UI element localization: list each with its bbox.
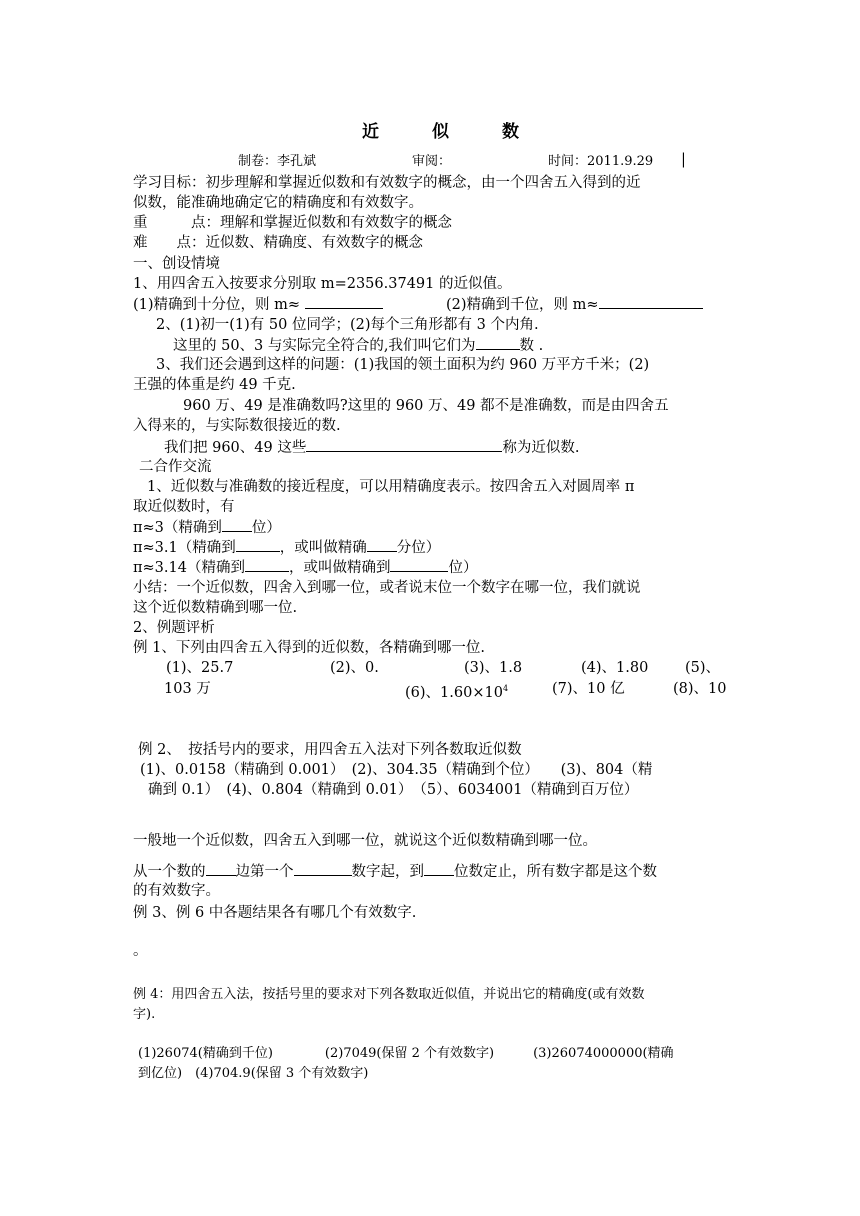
ex1-item-2: (2)、0.: [330, 660, 379, 676]
q2-line2-a: 这里的 50、3 与实际完全符合的,我们叫它们为: [173, 338, 476, 354]
ex1-item-4: (4)、1.80: [581, 660, 649, 676]
pi-3-c: 位）: [448, 560, 478, 576]
ex4-items-line2: 到亿位) (4)704.9(保留 3 个有效数字): [138, 1066, 369, 1081]
ex2-line1: (1)、0.0158（精确到 0.001） (2)、304.35（精确到个位） (3)、804（精: [140, 762, 653, 778]
pi-1: [133, 517, 281, 538]
ex1-item-3: (3)、1.8: [464, 660, 523, 676]
q1-b: [446, 294, 703, 315]
pi-2-c: 分位）: [396, 540, 441, 556]
blank: [222, 517, 252, 532]
blank: [424, 861, 454, 876]
ex1-title: 例 1、下列由四舍五入得到的近似数，各精确到哪一位.: [133, 640, 485, 656]
ex4-line1: 例 4：用四舍五入法，按括号里的要求对下列各数取近似值，并说出它的精确度(或有效数: [133, 987, 645, 1002]
blank: [599, 294, 703, 309]
pi-1-b: 位）: [251, 520, 281, 536]
q3-line4: 入得来的，与实际数很接近的数.: [133, 418, 341, 434]
difficulty: 难 点：近似数、精确度、有效数字的概念: [133, 235, 423, 251]
pi-3-b: ，或叫做精确到: [288, 560, 391, 576]
pi-2-a: π≈3.1（精确到: [133, 540, 236, 556]
ex3: 例 3、例 6 中各题结果各有哪几个有效数字.: [133, 905, 417, 921]
pi-2: [133, 537, 440, 558]
q2-line2: [173, 335, 543, 356]
general-rule: 一般地一个近似数，四舍五入到哪一位，就说这个近似数精确到哪一位。: [133, 833, 597, 849]
dot: 。: [133, 943, 148, 959]
q3-line3: 960 万、49 是准确数吗?这里的 960 万、49 都不是准确数，而是由四舍五: [183, 398, 669, 414]
blank: [294, 861, 352, 876]
ex2-line2: 确到 0.1） (4)、0.804（精确到 0.01） （5）、6034001（精确到百万位）: [148, 782, 639, 798]
blank: [476, 335, 520, 350]
blank: [367, 537, 397, 552]
q2-line2-b: 数 .: [519, 338, 544, 354]
blank: [306, 437, 502, 452]
q1-b-text: (2)精确到千位，则 m≈: [446, 297, 599, 313]
p1-line2: 取近似数时，有: [133, 499, 235, 515]
sig-line1: [133, 861, 657, 882]
pi-3-a: π≈3.14（精确到: [133, 560, 245, 576]
summary-line1: 小结：一个近似数，四舍入到哪一位，或者说末位一个数字在哪一位，我们就说: [133, 580, 641, 596]
reviewer: 审阅：: [412, 154, 452, 169]
key-point: 重 点：理解和掌握近似数和有效数字的概念: [133, 215, 452, 231]
goal-line-2: 似数，能准确地确定它的精确度和有效数字。: [133, 195, 423, 211]
text-cursor: |: [681, 152, 686, 168]
blank: [390, 557, 448, 572]
section2-heading: 二合作交流: [139, 459, 212, 475]
q1: 1、用四舍五入按要求分别取 m=2356.37491 的近似值。: [133, 276, 512, 292]
examples-heading: 2、例题评析: [133, 620, 215, 636]
sig-line2: 的有效数字。: [133, 883, 220, 899]
author: 制卷：李孔斌: [238, 154, 317, 169]
ex1-row2-b: [405, 679, 508, 703]
ex1-row2-b-text: (6)、1.60×10: [405, 684, 503, 701]
sig-a: 从一个数的: [133, 864, 206, 880]
q3-line1: 3、我们还会遇到这样的问题：(1)我国的领土面积为约 960 万平方千米；(2): [156, 357, 650, 373]
goal-line-1: 学习目标：初步理解和掌握近似数和有效数字的概念，由一个四舍五入得到的近: [133, 175, 641, 191]
blank: [236, 537, 280, 552]
summary-line2: 这个近似数精确到哪一位.: [133, 600, 298, 616]
q3-line2: 王强的体重是约 49 千克.: [133, 377, 296, 393]
pi-1-a: π≈3（精确到: [133, 520, 222, 536]
q3-line5: [164, 437, 579, 458]
ex2-title: 例 2、 按括号内的要求，用四舍五入法对下列各数取近似数: [138, 742, 522, 758]
q1-a: [133, 294, 383, 315]
sig-c: 数字起，到: [351, 864, 424, 880]
q2-line1: 2、(1)初一(1)有 50 位同学；(2)每个三角形都有 3 个内角.: [156, 317, 539, 333]
q1-a-text: (1)精确到十分位，则 m≈: [133, 297, 301, 313]
ex4-items-line1: (1)26074(精确到千位) (2)7049(保留 2 个有效数字) (3)26074000000(精确: [138, 1046, 674, 1061]
section1-heading: 一、创设情境: [133, 256, 220, 272]
q3-line5-b: 称为近似数.: [502, 440, 580, 456]
blank: [206, 861, 236, 876]
ex1-item-1: (1)、25.7: [166, 660, 234, 676]
ex1-row2-a: 103 万: [164, 681, 211, 697]
ex1-row2-c: (7)、10 亿: [552, 681, 625, 697]
p1-line1: 1、近似数与准确数的接近程度，可以用精确度表示。按四舍五入对圆周率 π: [147, 479, 635, 495]
blank: [245, 557, 289, 572]
pi-3: [133, 557, 477, 578]
sig-d: 位数定止，所有数字都是这个数: [454, 864, 657, 880]
sig-b: 边第一个: [235, 864, 294, 880]
blank: [305, 294, 383, 309]
q3-line5-a: 我们把 960、49 这些: [164, 440, 307, 456]
ex1-item-5: (5)、: [685, 660, 721, 676]
pi-2-b: ，或叫做精确: [279, 540, 367, 556]
page-title: 近 似 数: [362, 122, 537, 142]
exponent: 4: [502, 684, 509, 693]
time: 时间：2011.9.29: [548, 154, 654, 169]
ex4-line2: 字).: [133, 1007, 156, 1022]
ex1-row2-d: (8)、10: [673, 681, 727, 697]
